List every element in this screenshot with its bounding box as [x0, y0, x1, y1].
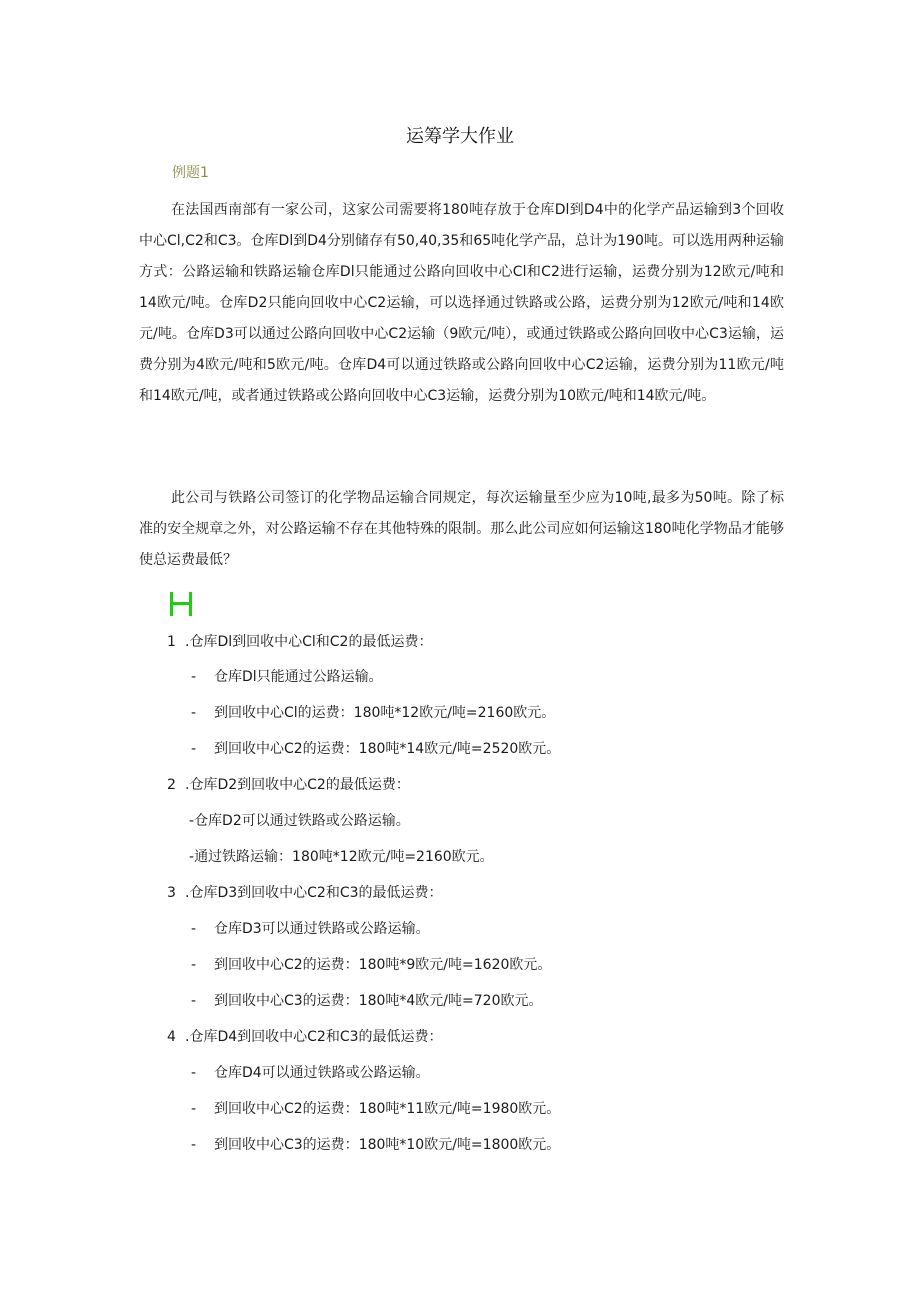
problem-paragraph: 在法国西南部有一家公司，这家公司需要将180吨存放于仓库Dl到D4中的化学产品运输到3个回收中心Cl,C2和C3。仓库Dl到D4分别储存有50,40,35和65吨化学产品，总计为190吨。可以选用两种运输方式：公路运输和铁路运输仓库Dl只能通过公路向回收中心Cl和C2进行运输，运费分别为12欧元/吨和14欧元/吨。仓库D2只能向回收中心C2运输，可以选择通过铁路或公路，运费分别为12欧元/吨和14欧元/吨。仓库D3可以通过公路向回收中心C2运输（9欧元/吨），或通过铁路或公路向回收中心C3运输，运费分别为4欧元/吨和5欧元/吨。仓库D4可以通过铁路或公路向回收中心C2运输，运费分别为11欧元/吨和14欧元/吨，或者通过铁路或公路向回收中心C3运输，运费分别为10欧元/吨和14欧元/吨。	[139, 202, 784, 404]
list-item: -仓库D2可以通过铁路或公路运输。	[189, 813, 410, 829]
section-number: 2	[167, 777, 176, 793]
list-item: - 仓库D3可以通过铁路或公路运输。	[191, 921, 430, 937]
section-number: 1	[167, 634, 176, 650]
list-item: - 到回收中心C2的运费：180吨*14欧元/吨=2520欧元。	[191, 741, 561, 757]
green-h-marker-icon	[170, 592, 192, 616]
list-item: - 仓库D4可以通过铁路或公路运输。	[191, 1065, 430, 1081]
example-label: 例题1	[172, 165, 209, 181]
section-heading	[167, 883, 443, 903]
list-item: -通过铁路运输：180吨*12欧元/吨=2160欧元。	[189, 849, 494, 865]
page-title: 运筹学大作业	[406, 126, 514, 147]
section-heading-text: .仓库D3到回收中心C2和C3的最低运费：	[185, 885, 443, 901]
section-heading	[167, 632, 432, 652]
section-heading-text: .仓库D2到回收中心C2的最低运费：	[185, 777, 410, 793]
section-number: 4	[167, 1029, 176, 1045]
section-heading-text: .仓库Dl到回收中心Cl和C2的最低运费：	[185, 634, 433, 650]
section-heading	[167, 1027, 443, 1047]
list-item: - 仓库Dl只能通过公路运输。	[191, 669, 383, 685]
section-heading-text: .仓库D4到回收中心C2和C3的最低运费：	[185, 1029, 443, 1045]
list-item: - 到回收中心C3的运费：180吨*4欧元/吨=720欧元。	[191, 993, 543, 1009]
list-item: - 到回收中心C3的运费：180吨*10欧元/吨=1800欧元。	[191, 1137, 561, 1153]
section-number: 3	[167, 885, 176, 901]
list-item: - 到回收中心Cl的运费：180吨*12欧元/吨=2160欧元。	[191, 705, 556, 721]
list-item: - 到回收中心C2的运费：180吨*9欧元/吨=1620欧元。	[191, 957, 552, 973]
list-item: - 到回收中心C2的运费：180吨*11欧元/吨=1980欧元。	[191, 1101, 561, 1117]
section-heading	[167, 775, 410, 795]
constraint-paragraph: 此公司与铁路公司签订的化学物品运输合同规定，每次运输量至少应为10吨,最多为50吨。除了标准的安全规章之外，对公路运输不存在其他特殊的限制。那么此公司应如何运输这180吨化学物品才能够使总运费最低？	[139, 490, 784, 568]
